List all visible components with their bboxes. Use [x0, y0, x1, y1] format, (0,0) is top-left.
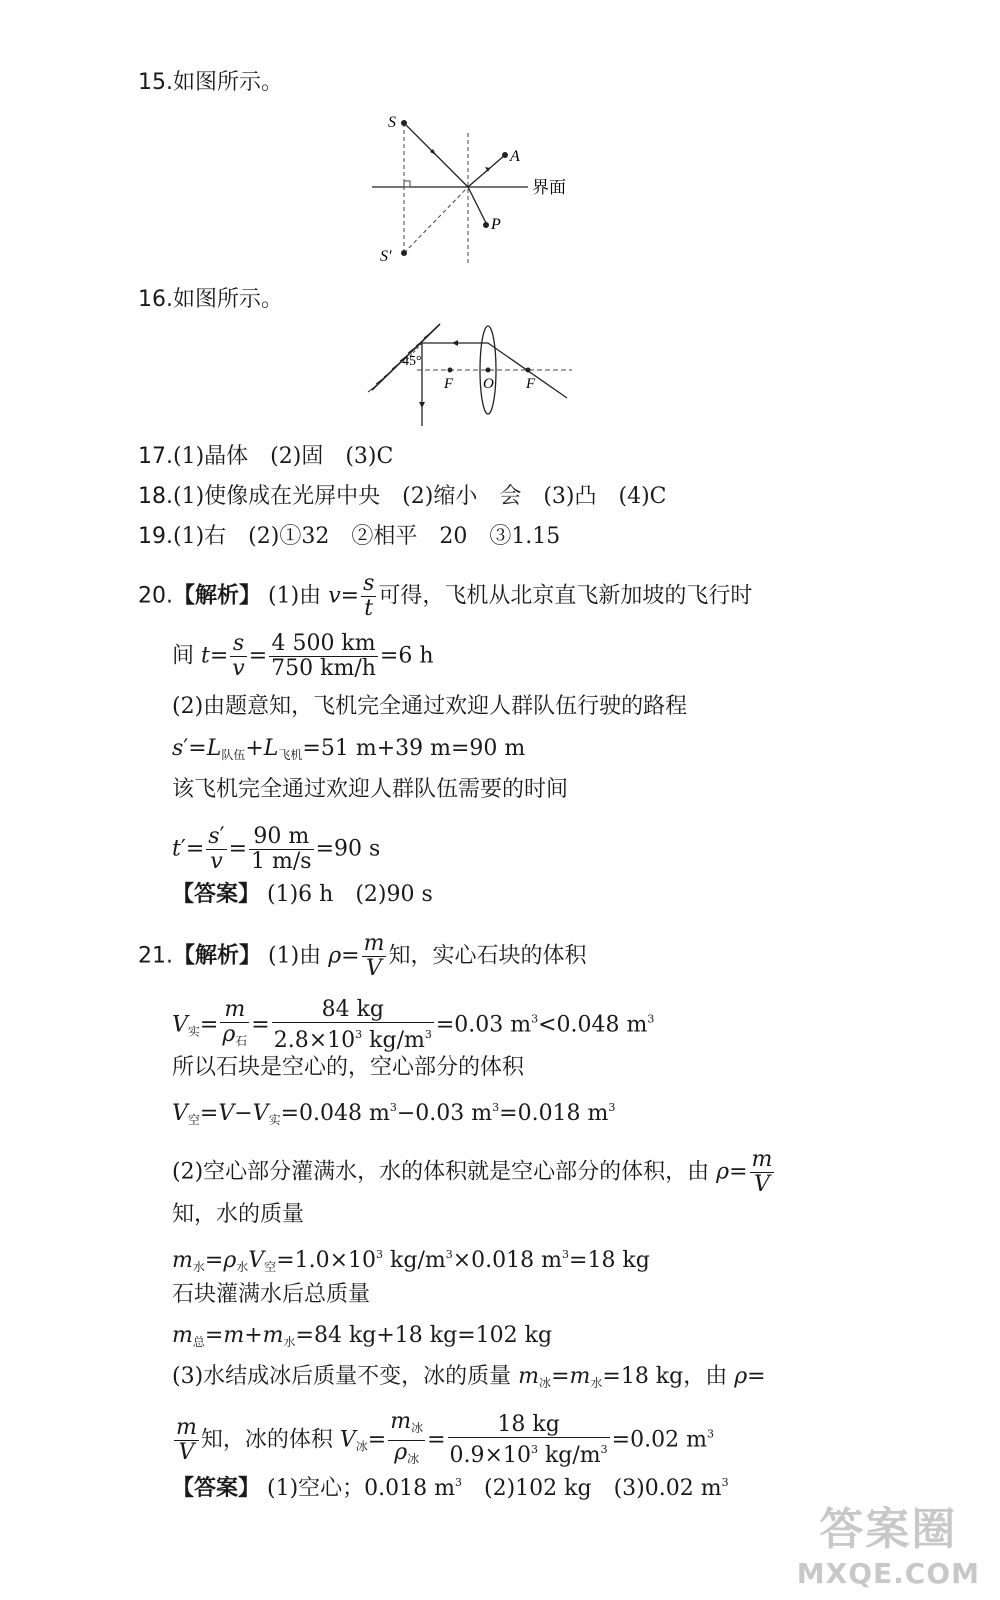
watermark [797, 1493, 980, 1590]
reflected-ray [468, 155, 505, 187]
q21-line-2: $V_实=$ $\frac{m}{\rho_石}$ = $\frac{84 kg}{2.8\times 10^3 kg/m^3}$ =0.03 $m^3<0.048$ $m^3$ [172, 997, 655, 1053]
arrow-head [419, 402, 425, 408]
q15-heading [138, 68, 283, 98]
fraction: $\frac{m}{V}$ [363, 931, 385, 981]
text: (1)6 h (2)90 s [267, 882, 433, 907]
focus-left [448, 368, 453, 373]
q17-answer [138, 442, 393, 472]
watermark-en: MXQE.COM [796, 1557, 980, 1590]
label-s-image: S′ [380, 248, 392, 265]
text: 知，冰的体积 [200, 1427, 340, 1453]
text: (1)由 [268, 943, 329, 969]
virtual-ray [404, 187, 468, 253]
analysis-tag: 【解析】 [173, 943, 262, 969]
label-a: A [510, 148, 520, 165]
question-number: 21. [138, 943, 173, 969]
question-number: 16. [138, 287, 173, 312]
label-interface: 界面 [532, 178, 566, 197]
q20-line-3: (2)由题意知，飞机完全通过欢迎人群队伍行驶的路程 [172, 694, 688, 719]
q21-line-9: $m_总=m+m_水=84$ kg+18 kg=102 kg [172, 1323, 553, 1349]
q20-line-5: 该飞机完全通过欢迎人群队伍需要的时间 [172, 777, 569, 802]
q19-answer [138, 522, 560, 552]
label-p: P [491, 216, 501, 233]
text: =84 kg+18 kg=102 kg [295, 1323, 553, 1348]
answer-tag: 【答案】 [172, 882, 261, 907]
right-angle-mark [404, 181, 410, 187]
optical-center [486, 368, 491, 373]
q20-answer [172, 880, 433, 910]
text: 知，实心石块的体积 [388, 943, 587, 969]
fraction: $\frac{m}{\rho_石}$ [222, 997, 248, 1048]
q21-line-8: 石块灌满水后总质量 [172, 1282, 371, 1307]
answer-text: (1)晶体 (2)固 (3)C [173, 444, 394, 469]
text: −0.03 m [396, 1101, 493, 1126]
text: =1.0×10 [276, 1248, 377, 1273]
q21-line-10: (3)水结成冰后质量不变，冰的质量 $m_冰=m_水=18$ kg，由 ρ= [172, 1364, 766, 1390]
question-text: 如图所示。 [173, 287, 284, 312]
q21-line-4: $V_空=V-V_实=0.048$ $m^3-0.03$ $m^3=0.018$ $m^3$ [172, 1101, 616, 1127]
fraction: $\frac{18 kg}{0.9\times 10^3 kg/m^3}$ [449, 1412, 608, 1468]
reflection-refraction-diagram [360, 105, 600, 275]
fraction: $\frac{m}{V}$ [176, 1415, 197, 1465]
fraction: $\frac{84 kg}{2.8\times 10^3 kg/m^3}$ [273, 997, 432, 1053]
text: =0.03 m [435, 1012, 532, 1038]
q20-line-1: 20.【解析】 (1)由 v= $\frac{s}{t}$ 可得，飞机从北京直飞新加坡的飞行时 [138, 571, 753, 621]
q18-answer [138, 482, 667, 512]
text: =18 kg [569, 1248, 650, 1273]
question-number: 18. [138, 484, 173, 509]
q21-answer: 【答案】 (1)空心；0.018 $m^3$ (2)102 kg (3)0.02 $m^3$ [172, 1476, 729, 1501]
refracted-ray [468, 187, 486, 223]
point-a [502, 152, 508, 158]
text: (2)102 kg (3)0.02 m [462, 1476, 722, 1501]
question-number: 19. [138, 524, 173, 549]
fraction: $\frac{s'}{v}$ [208, 824, 225, 874]
text: (3)水结成冰后质量不变，冰的质量 [172, 1364, 519, 1389]
text: 可得，飞机从北京直飞新加坡的飞行时 [378, 583, 753, 609]
label-f-left: F [444, 376, 454, 392]
text: kg/m [383, 1248, 446, 1273]
answer-text: (1)使像成在光屏中央 (2)缩小 会 (3)凸 (4)C [173, 484, 667, 509]
q21-line-7: $m_水=\rho_水V_空=1.0\times 10^3$ $kg/m^3\times 0.018$ $m^3=18$ kg [172, 1248, 650, 1274]
q16-heading [138, 285, 283, 315]
text: =90 s [315, 836, 381, 862]
label-angle: 45° [402, 354, 422, 369]
text: =0.018 m [499, 1101, 609, 1126]
q21-line-11: $\frac{m}{V}$ 知，冰的体积 $V_冰=$ $\frac{m_冰}{\rho_冰}$ = $\frac{18 kg}{0.9\times 10^3 kg/m^3}$ =0.02 $m^3$ [172, 1410, 714, 1471]
text: (1)由 [268, 583, 329, 609]
text: =6 h [379, 643, 434, 669]
arrow-head [452, 340, 458, 346]
fraction: $\frac{90 m}{1 m/s}$ [251, 824, 312, 874]
fraction: $\frac{s}{t}$ [363, 571, 375, 621]
text: (2)空心部分灌满水，水的体积就是空心部分的体积，由 [172, 1159, 717, 1185]
question-number: 15. [138, 70, 173, 95]
q21-line-3: 所以石块是空心的，空心部分的体积 [172, 1055, 525, 1080]
text: =51 m+39 m=90 m [302, 736, 526, 761]
text: <0.048 m [538, 1012, 648, 1038]
q20-line-2: 间 t= $\frac{s}{v}$ = $\frac{4 500 km}{750 km/h}$ =6 h [172, 631, 434, 681]
text: ×0.018 m [452, 1248, 563, 1273]
answer-tag: 【答案】 [172, 1476, 261, 1501]
point-s [401, 120, 407, 126]
text: =0.048 m [280, 1101, 390, 1126]
fraction: $\frac{s}{v}$ [232, 631, 245, 681]
point-s-image [401, 250, 407, 256]
label-f-right: F [526, 376, 536, 392]
lens-mirror-diagram [362, 318, 582, 430]
q20-line-6: t′= $\frac{s'}{v}$ = $\frac{90 m}{1 m/s}$ =90 s [172, 824, 381, 874]
label-s: S [388, 114, 396, 131]
text: (1)空心；0.018 m [267, 1476, 456, 1501]
question-number: 20. [138, 583, 173, 609]
fraction: $\frac{4 500 km}{750 km/h}$ [271, 631, 376, 681]
q21-line-1: 21.【解析】 (1)由 ρ= $\frac{m}{V}$ 知，实心石块的体积 [138, 931, 587, 981]
answer-text: (1)右 (2)①32 ②相平 20 ③1.15 [173, 524, 561, 549]
q21-line-5: (2)空心部分灌满水，水的体积就是空心部分的体积，由 ρ= $\frac{m}{V}$ [172, 1147, 773, 1197]
fraction: $\frac{m_冰}{\rho_冰}$ [390, 1409, 424, 1466]
question-text: 如图所示。 [173, 70, 284, 95]
watermark-cn: 答案圈 [819, 1504, 958, 1555]
q21-line-6: 知，水的质量 [172, 1202, 305, 1227]
analysis-tag: 【解析】 [173, 583, 262, 609]
label-o: O [483, 376, 494, 392]
text: =18 kg，由 [602, 1364, 735, 1389]
q20-line-4: $s'=L_{队伍}+L_{飞机}=51$ m+39 m=90 m [172, 736, 526, 762]
fraction: $\frac{m}{V}$ [751, 1147, 773, 1197]
focus-right [526, 368, 531, 373]
point-p [483, 222, 489, 228]
text: =0.02 m [611, 1427, 707, 1453]
question-number: 17. [138, 444, 173, 469]
text: 间 [172, 643, 201, 669]
